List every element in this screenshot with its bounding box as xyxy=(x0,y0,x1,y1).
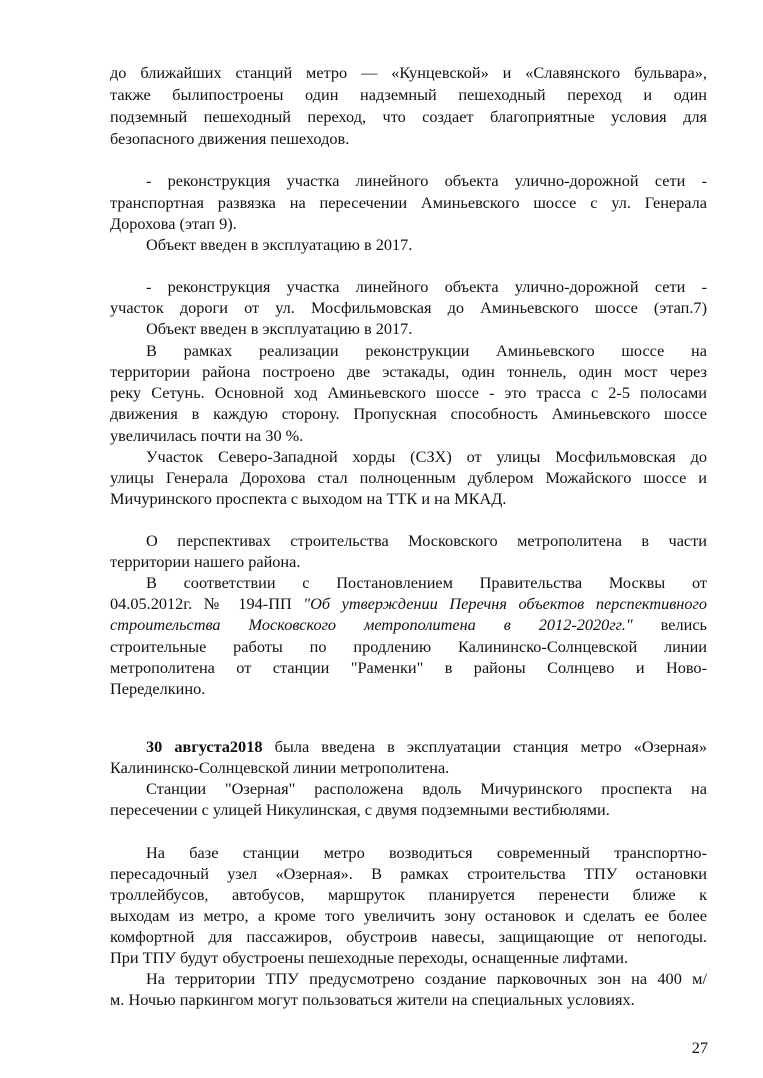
text-line: В соответствии с Постановлением Правительства Москвы от xyxy=(146,573,707,592)
italic-decree-title: "Об утверждении Перечня объектов перспективного xyxy=(303,594,707,613)
text-line xyxy=(146,736,707,758)
text-line: подземный пешеходный переход, что создает благоприятные условия для xyxy=(110,107,707,126)
text-line: увеличилась почти на 30 %. xyxy=(110,426,304,445)
text-line: Объект введен в эксплуатацию в 2017. xyxy=(146,319,413,338)
text-line: Участок Северо-Западной хорды (СЗХ) от улицы Мосфильмовская до xyxy=(146,447,707,466)
text-line xyxy=(110,593,707,615)
text-run: была введена в эксплуатации станция метро «Озерная» xyxy=(262,737,707,756)
text-run: велись xyxy=(632,615,707,634)
text-line: движения в каждую сторону. Пропускная способность Аминьевского шоссе xyxy=(110,404,707,423)
text-line: троллейбусов, автобусов, маршруток планируется перенести ближе к xyxy=(110,885,707,904)
text-line: На базе станции метро возводиться современный транспортно- xyxy=(146,843,707,862)
text-line: реку Сетунь. Основной ход Аминьевского шоссе - это трасса с 2-5 полосами xyxy=(110,383,707,402)
text-line: В рамках реализации реконструкции Аминьевского шоссе на xyxy=(146,341,707,360)
text-line: пересадочный узел «Озерная». В рамках строительства ТПУ остановки xyxy=(110,864,707,883)
text-line: территории района построено две эстакады, один тоннель, один мост через xyxy=(110,362,707,381)
text-line: безопасного движения пешеходов. xyxy=(110,129,350,148)
page-number: 27 xyxy=(691,1038,708,1057)
text-line: транспортная развязка на пересечении Аминьевского шоссе с ул. Генерала xyxy=(110,193,707,212)
text-line: метрополитена от станции "Раменки" в районы Солнцево и Ново- xyxy=(110,658,707,677)
text-line: также былипостроены один надземный пешеходный переход и один xyxy=(110,85,707,104)
text-line: На территории ТПУ предусмотрено создание парковочных зон на 400 м/ xyxy=(146,969,707,988)
text-line: пересечении с улицей Никулинская, с двумя подземными вестибюлями. xyxy=(110,800,610,819)
bold-date: 30 августа2018 xyxy=(146,737,263,756)
text-line: - реконструкция участка линейного объекта улично-дорожной сети - xyxy=(146,277,707,296)
italic-decree-title: строительства Московского метрополитена в 2012-2020гг." xyxy=(110,615,633,634)
text-line: Дорохова (этап 9). xyxy=(110,214,237,233)
text-line: улицы Генерала Дорохова стал полноценным дублером Можайского шоссе и xyxy=(110,468,707,487)
text-line: - реконструкция участка линейного объекта улично-дорожной сети - xyxy=(146,171,707,190)
text-line: выходам из метро, а кроме того увеличить зону остановок и сделать ее более xyxy=(110,906,707,925)
text-line xyxy=(110,614,707,636)
text-line: участок дороги от ул. Мосфильмовская до Аминьевского шоссе (этап.7) xyxy=(110,298,707,317)
text-line: до ближайших станций метро — «Кунцевской» и «Славянского бульвара», xyxy=(110,63,707,82)
text-line: территории нашего района. xyxy=(110,552,301,571)
text-line: О перспективах строительства Московского метрополитена в части xyxy=(146,531,707,550)
text-run: 04.05.2012г. № 194-ПП xyxy=(110,594,304,613)
text-line: м. Ночью паркингом могут пользоваться жители на специальных условиях. xyxy=(110,990,635,1009)
text-line: Мичуринского проспекта с выходом на ТТК и на МКАД. xyxy=(110,489,507,508)
text-line: Переделкино. xyxy=(110,679,206,698)
text-line: При ТПУ будут обустроены пешеходные переходы, оснащенные лифтами. xyxy=(110,948,628,967)
text-line: Станции "Озерная" расположена вдоль Мичуринского проспекта на xyxy=(146,779,707,798)
text-line: строительные работы по продлению Калининско-Солнцевской линии xyxy=(110,637,707,656)
text-line: Объект введен в эксплуатацию в 2017. xyxy=(146,235,413,254)
text-line: комфортной для пассажиров, обустроив навесы, защищающие от непогоды. xyxy=(110,927,707,946)
text-line: Калининско-Солнцевской линии метрополитена. xyxy=(110,758,450,777)
